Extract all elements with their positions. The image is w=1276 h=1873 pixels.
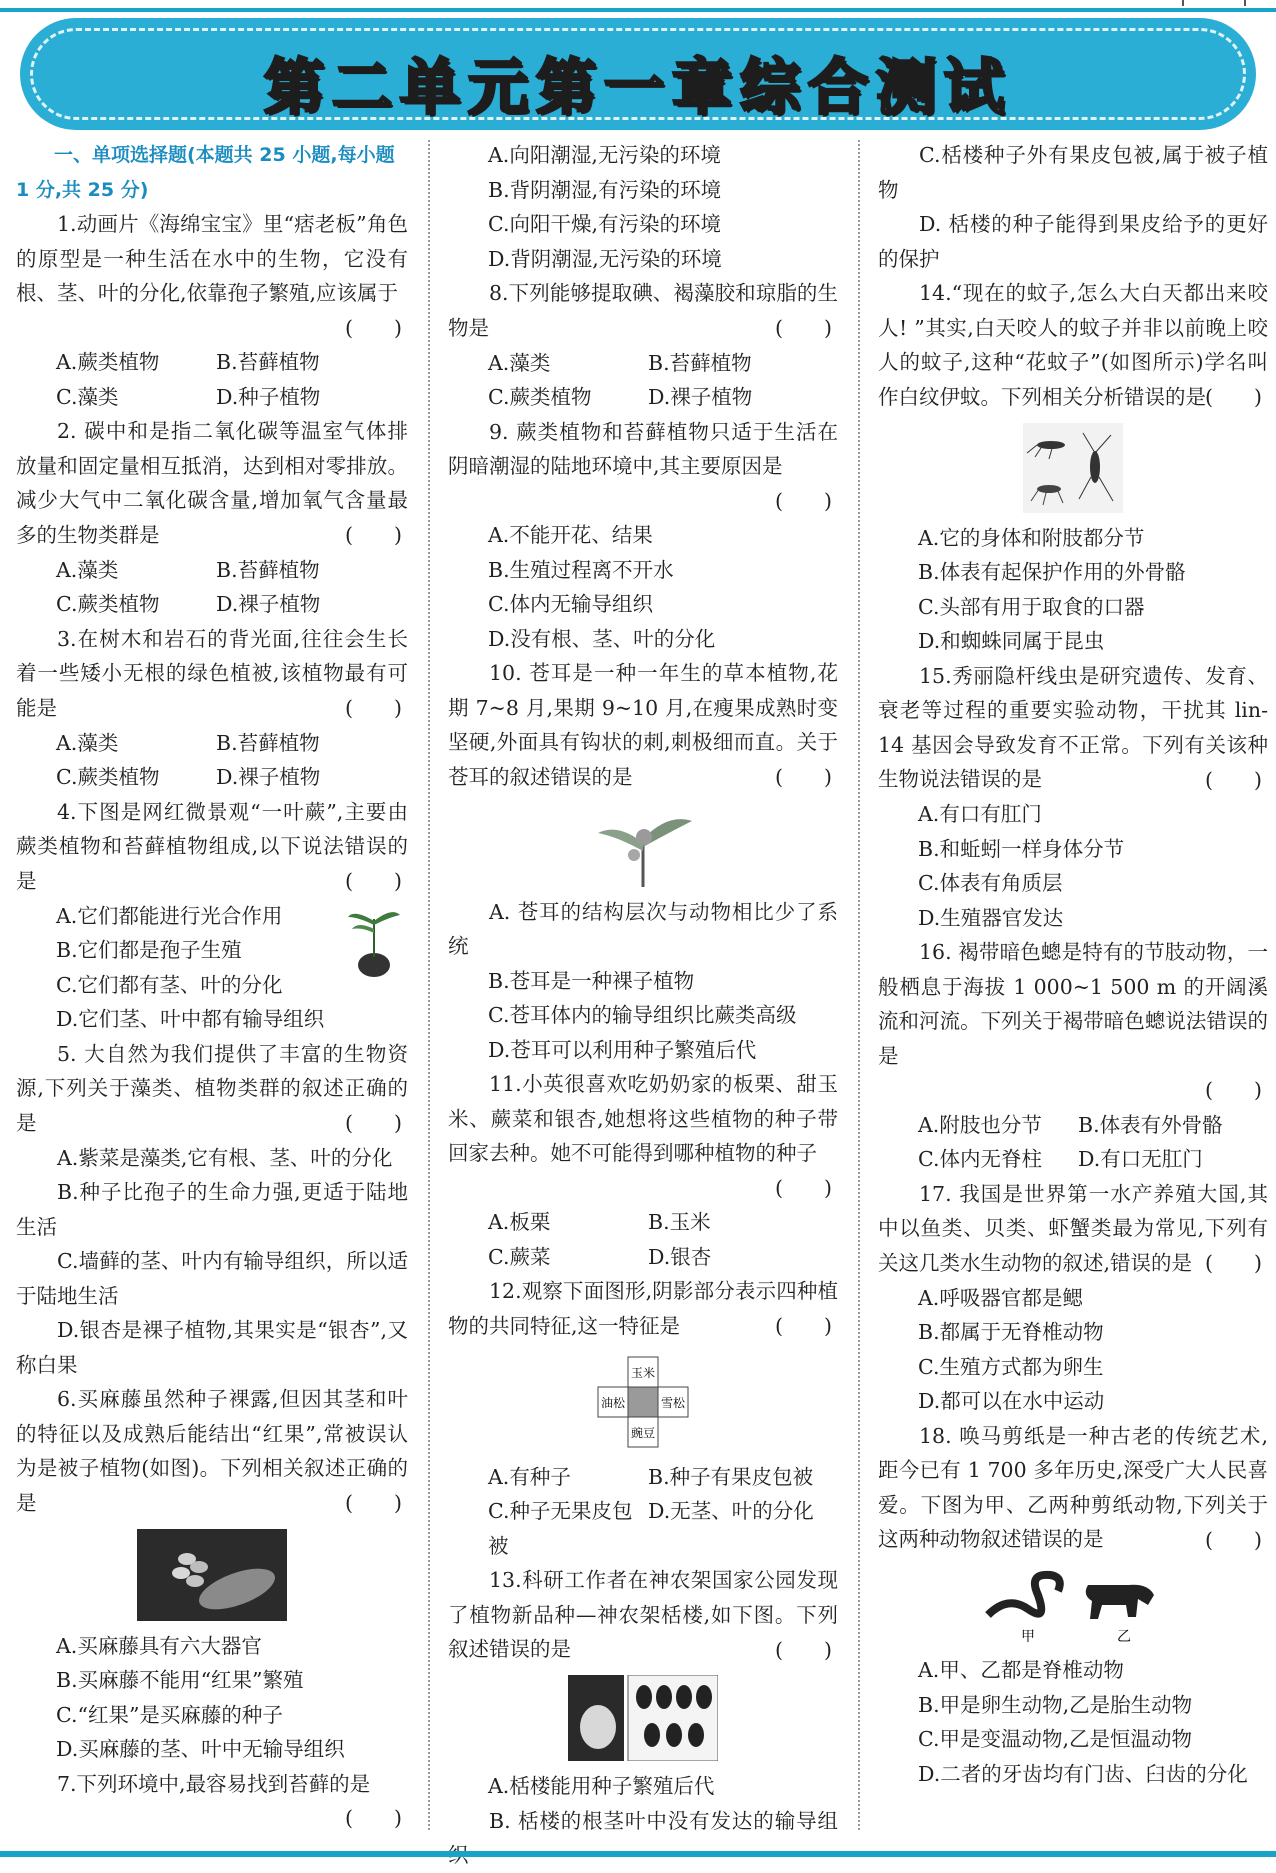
figure [448,1352,838,1452]
question-stem: 9. 蕨类植物和苔藓植物只适于生活在阴暗潮湿的陆地环境中,其主要原因是 [448,419,838,478]
option-a: A.板栗 [488,1210,551,1234]
option-b: B.都属于无脊椎动物 [918,1320,1104,1344]
option-b: B.苔藓植物 [216,730,320,755]
option-b: B.它们都是孢子生殖 [56,938,242,962]
options-row [16,345,408,380]
option-d: D.裸子植物 [648,385,753,409]
option-c: C.蕨类植物 [488,385,592,409]
question-7 [16,1767,408,1836]
fern-image [344,899,402,979]
option-a: A.栝楼能用种子繁殖后代 [488,1774,715,1798]
question-stem: 15.秀丽隐杆线虫是研究遗传、发育、衰老等过程的重要实验动物，干扰其 lin-14 基因会导致发育不正常。下列有关该种生物说法错误的是 [878,663,1268,791]
question-11 [448,1067,838,1274]
answer-paren: ( ) [1205,1527,1262,1552]
answer-paren: ( ) [775,488,832,513]
option-d: D.种子植物 [216,384,321,409]
option-d: D.裸子植物 [216,765,321,789]
option-d: D.它们茎、叶中都有输导组织 [56,1007,325,1031]
option-b: B. 栝楼的根茎叶中没有发达的输导组 [489,1808,838,1833]
question-8 [448,276,838,415]
horse-icon [1086,1585,1154,1619]
option-a: A.不能开花、结果 [488,523,653,547]
option-c: C.栝楼种子外有果皮包被,属于被子植物 [878,143,1268,202]
option-d: D.买麻藤的茎、叶中无输导组织 [56,1737,345,1761]
options-row [16,760,408,795]
answer-paren: ( ) [1205,1251,1262,1275]
option-d: D.背阴潮湿,无污染的环境 [488,246,722,271]
option-c: C.墙藓的茎、叶内有输导组织，所以适于陆地生活 [16,1249,408,1308]
option-d: D. 栝楼的种子能得到果皮给予的更好的保护 [878,212,1268,271]
option-b: B.苔藓植物 [216,557,320,582]
option-c: C.生殖方式都为卵生 [918,1354,1104,1379]
option-b: B.苔藓植物 [216,350,320,374]
option-b: B.种子比孢子的生命力强,更适于陆地生活 [16,1180,408,1239]
option-a: A.藻类 [488,350,551,375]
option-a: A.附肢也分节 [918,1112,1042,1137]
option-d: D.有口无肛门 [1078,1147,1203,1171]
question-18 [878,1419,1268,1792]
snake-icon [988,1575,1060,1615]
option-d: D.和蜘蛛同属于昆虫 [918,629,1105,653]
option-c: C.“红果”是买麻藤的种子 [56,1702,283,1727]
option-d: D.银杏 [648,1244,712,1269]
column-divider [428,140,430,1830]
column-1 [16,138,408,1836]
option-c: C.蕨类植物 [56,765,160,789]
question-stem: 17. 我国是世界第一水产养殖大国,其中以鱼类、贝类、虾蟹类最为常见,下列有关这几类水生动物的叙述,错误的是 [878,1181,1268,1275]
figure-label-right: 乙 [1117,1629,1131,1645]
option-a: A.向阳潮湿,无污染的环境 [488,143,721,167]
question-stem: 16. 褐带暗色蟌是特有的节肢动物，一般栖息于海拔 1 000~1 500 m 的开阔溪流和河流。下列关于褐带暗色蟌说法错误的是 [878,940,1268,1068]
answer-paren: ( ) [345,523,402,547]
option-a: A.买麻藤具有六大器官 [56,1633,262,1658]
options-row [878,1108,1268,1143]
question-stem: 5. 大自然为我们提供了丰富的生物资源,下列关于藻类、植物类群的叙述正确的是 [16,1041,408,1135]
papercut-figure [978,1565,1168,1645]
option-b: B.体表有起保护作用的外骨骼 [918,560,1186,584]
options-row [16,553,408,588]
option-b: B.苍耳是一种裸子植物 [488,968,695,993]
question-stem: 12.观察下面图形,阴影部分表示四种植物的共同特征,这一特征是 [448,1279,838,1338]
title-banner [20,18,1256,130]
option-d: D.无茎、叶的分化 [648,1499,814,1523]
option-c: C.体内无脊柱 [918,1147,1042,1171]
cocklebur-image [588,803,698,887]
question-13-cont [878,138,1268,276]
options-row [16,380,408,415]
options-row [16,726,408,761]
mosquito-image [1023,423,1123,513]
option-c: C.蕨菜 [488,1244,551,1269]
venn-cross-diagram [593,1352,693,1452]
options-row [448,1494,838,1563]
option-a: A.呼吸器官都是鳃 [918,1285,1083,1310]
option-d: D.二者的牙齿均有门齿、臼齿的分化 [918,1761,1248,1786]
option-d: D.生殖器官发达 [918,905,1064,930]
options-row [448,1460,838,1495]
option-b: B.体表有外骨骼 [1078,1112,1223,1137]
option-d: D.没有根、茎、叶的分化 [488,626,716,651]
question-4 [16,795,408,1037]
page-title: 第二单元第一章综合测试 [264,53,1012,123]
option-a: A.藻类 [56,557,119,582]
question-stem: 14.“现在的蚊子,怎么大白天都出来咬人! ”其实,白天咬人的蚊子并非以前晚上咬人的蚊子,这种“花蚊子”(如图所示)学名叫作白纹伊蚊。下列相关分析错误的是 [878,281,1268,409]
options-row [448,1205,838,1240]
question-10 [448,656,838,1067]
option-b: B.买麻藤不能用“红果”繁殖 [56,1668,304,1692]
answer-paren: ( ) [345,696,402,720]
option-d: D.都可以在水中运动 [918,1389,1105,1413]
option-a: A.它的身体和附肢都分节 [918,525,1145,550]
option-a: A.紫菜是藻类,它有根、茎、叶的分化 [57,1145,393,1170]
question-stem: 8.下列能够提取碘、褐藻胶和琼脂的生物是 [448,281,838,340]
question-stem: 10. 苍耳是一种一年生的草本植物,花期 7~8 月,果期 9~10 月,在瘦果成熟时变坚硬,外面具有钩状的刺,刺极细而直。关于苍耳的叙述错误的是 [448,661,838,789]
answer-paren: ( ) [1205,1078,1262,1102]
option-c: C.头部有用于取食的口器 [918,594,1145,619]
option-c: C.甲是变温动物,乙是恒温动物 [918,1727,1192,1751]
question-17 [878,1177,1268,1419]
options-row [878,1142,1268,1177]
options-row [448,380,838,415]
question-15 [878,659,1268,936]
question-16 [878,935,1268,1177]
question-2 [16,414,408,622]
question-stem: 13.科研工作者在神农架国家公园发现了植物新品种—神农架栝楼,如下图。下列叙述错误的是 [448,1568,838,1661]
answer-paren: ( ) [345,315,402,340]
option-c: C.体内无输导组织 [488,592,653,616]
column-2 [448,138,838,1873]
option-d: D.苍耳可以利用种子繁殖后代 [488,1037,757,1062]
answer-paren: ( ) [345,1806,402,1830]
question-5 [16,1037,408,1383]
question-stem: 4.下图是网红微景观“一叶蕨”,主要由蕨类植物和苔藓植物组成,以下说法错误的是 [16,799,408,893]
option-b: B.和蚯蚓一样身体分节 [918,836,1125,861]
option-c: C.蕨类植物 [56,592,160,616]
answer-paren: ( ) [1205,385,1262,409]
question-14 [878,276,1268,659]
question-12 [448,1274,838,1563]
answer-paren: ( ) [345,869,402,893]
question-stem: 7.下列环境中,最容易找到苔藓的是 [57,1771,371,1796]
option-c: C.苍耳体内的输导组织比蕨类高级 [488,1003,797,1027]
question-stem: 3.在树木和岩石的背光面,往往会生长着一些矮小无根的绿色植被,该植物最有可能是 [16,626,408,720]
venn-label-top: 玉米 [630,1365,656,1380]
answer-paren: ( ) [775,1175,832,1200]
option-b: B.玉米 [648,1210,711,1234]
option-b: B.甲是卵生动物,乙是胎生动物 [918,1692,1193,1717]
option-c: C.它们都有茎、叶的分化 [56,972,283,997]
question-stem: 2. 碳中和是指二氧化碳等温室气体排放量和固定量相互抵消，达到相对零排放。减少大气中二氧化碳含量,增加氧气含量最多的生物类群是 [16,419,408,547]
answer-paren: ( ) [345,1491,402,1515]
question-3 [16,622,408,795]
option-a: A.有种子 [488,1464,571,1489]
section-title: 一、单项选择题(本题共 25 小题,每小题 1 分,共 25 分) [16,144,395,201]
top-rule [0,8,1276,12]
answer-paren: ( ) [775,765,832,789]
figure [448,803,838,887]
trichosanthes-photo [568,1675,718,1761]
option-a: A.它们都能进行光合作用 [56,903,283,928]
question-13 [448,1563,838,1873]
gnetum-photo [137,1529,287,1621]
answer-paren: ( ) [775,1314,832,1338]
corner-mark [1182,0,1246,6]
answer-paren: ( ) [775,1637,832,1662]
question-7-options [448,138,838,276]
question-stem: 11.小英很喜欢吃奶奶家的板栗、甜玉米、蕨菜和银杏,她想将这些植物的种子带回家去种。她不可能得到哪种植物的种子 [448,1072,838,1165]
option-c: C.体表有角质层 [918,871,1063,895]
option-c: C.藻类 [56,384,119,409]
option-c: C.种子无果皮包被 [488,1499,633,1558]
option-a: A.有口有肛门 [918,802,1042,826]
figure [878,423,1268,513]
question-1 [16,207,408,414]
question-6 [16,1382,408,1767]
option-a: A. 苍耳的结构层次与动物相比少了系统 [448,899,838,958]
figure-label-left: 甲 [1021,1629,1035,1645]
answer-paren: ( ) [345,1111,402,1135]
figure [448,1675,838,1761]
option-b: B.种子有果皮包被 [648,1464,814,1489]
question-stem: 6.买麻藤虽然种子裸露,但因其茎和叶的特征以及成熟后能结出“红果”,常被误认为是被子植物(如图)。下列相关叙述正确的是 [16,1387,408,1515]
option-d: D.裸子植物 [216,592,321,616]
option-b: B.苔藓植物 [648,350,752,375]
options-row [448,1240,838,1275]
column-divider [858,140,860,1830]
option-a: A.甲、乙都是脊椎动物 [918,1658,1124,1682]
bottom-rule [0,1851,1276,1857]
option-b: B.生殖过程离不开水 [488,557,674,582]
venn-label-right: 雪松 [660,1395,686,1410]
question-9 [448,415,838,657]
option-d: D.银杏是裸子植物,其果实是“银杏”,又称白果 [16,1318,408,1377]
option-a: A.蕨类植物 [56,350,160,374]
question-stem: 1.动画片《海绵宝宝》里“痞老板”角色的原型是一种生活在水中的生物，它没有根、茎、叶的分化,依靠孢子繁殖,应该属于 [16,212,408,305]
answer-paren: ( ) [775,316,832,340]
question-stem: 18. 唤马剪纸是一种古老的传统艺术,距今已有 1 700 多年历史,深受广大人民喜爱。下图为甲、乙两种剪纸动物,下列关于这两种动物叙述错误的是 [878,1423,1268,1551]
option-c: C.向阳干燥,有污染的环境 [488,212,721,236]
venn-label-left: 油松 [600,1395,626,1410]
figure [16,1529,408,1621]
option-a: A.藻类 [56,730,119,755]
figure [878,1565,1268,1645]
options-row [448,346,838,381]
column-3 [878,138,1268,1791]
venn-label-bottom: 豌豆 [630,1425,656,1440]
option-b: B.背阴潮湿,有污染的环境 [488,177,722,202]
options-row [16,587,408,622]
answer-paren: ( ) [1205,767,1262,792]
